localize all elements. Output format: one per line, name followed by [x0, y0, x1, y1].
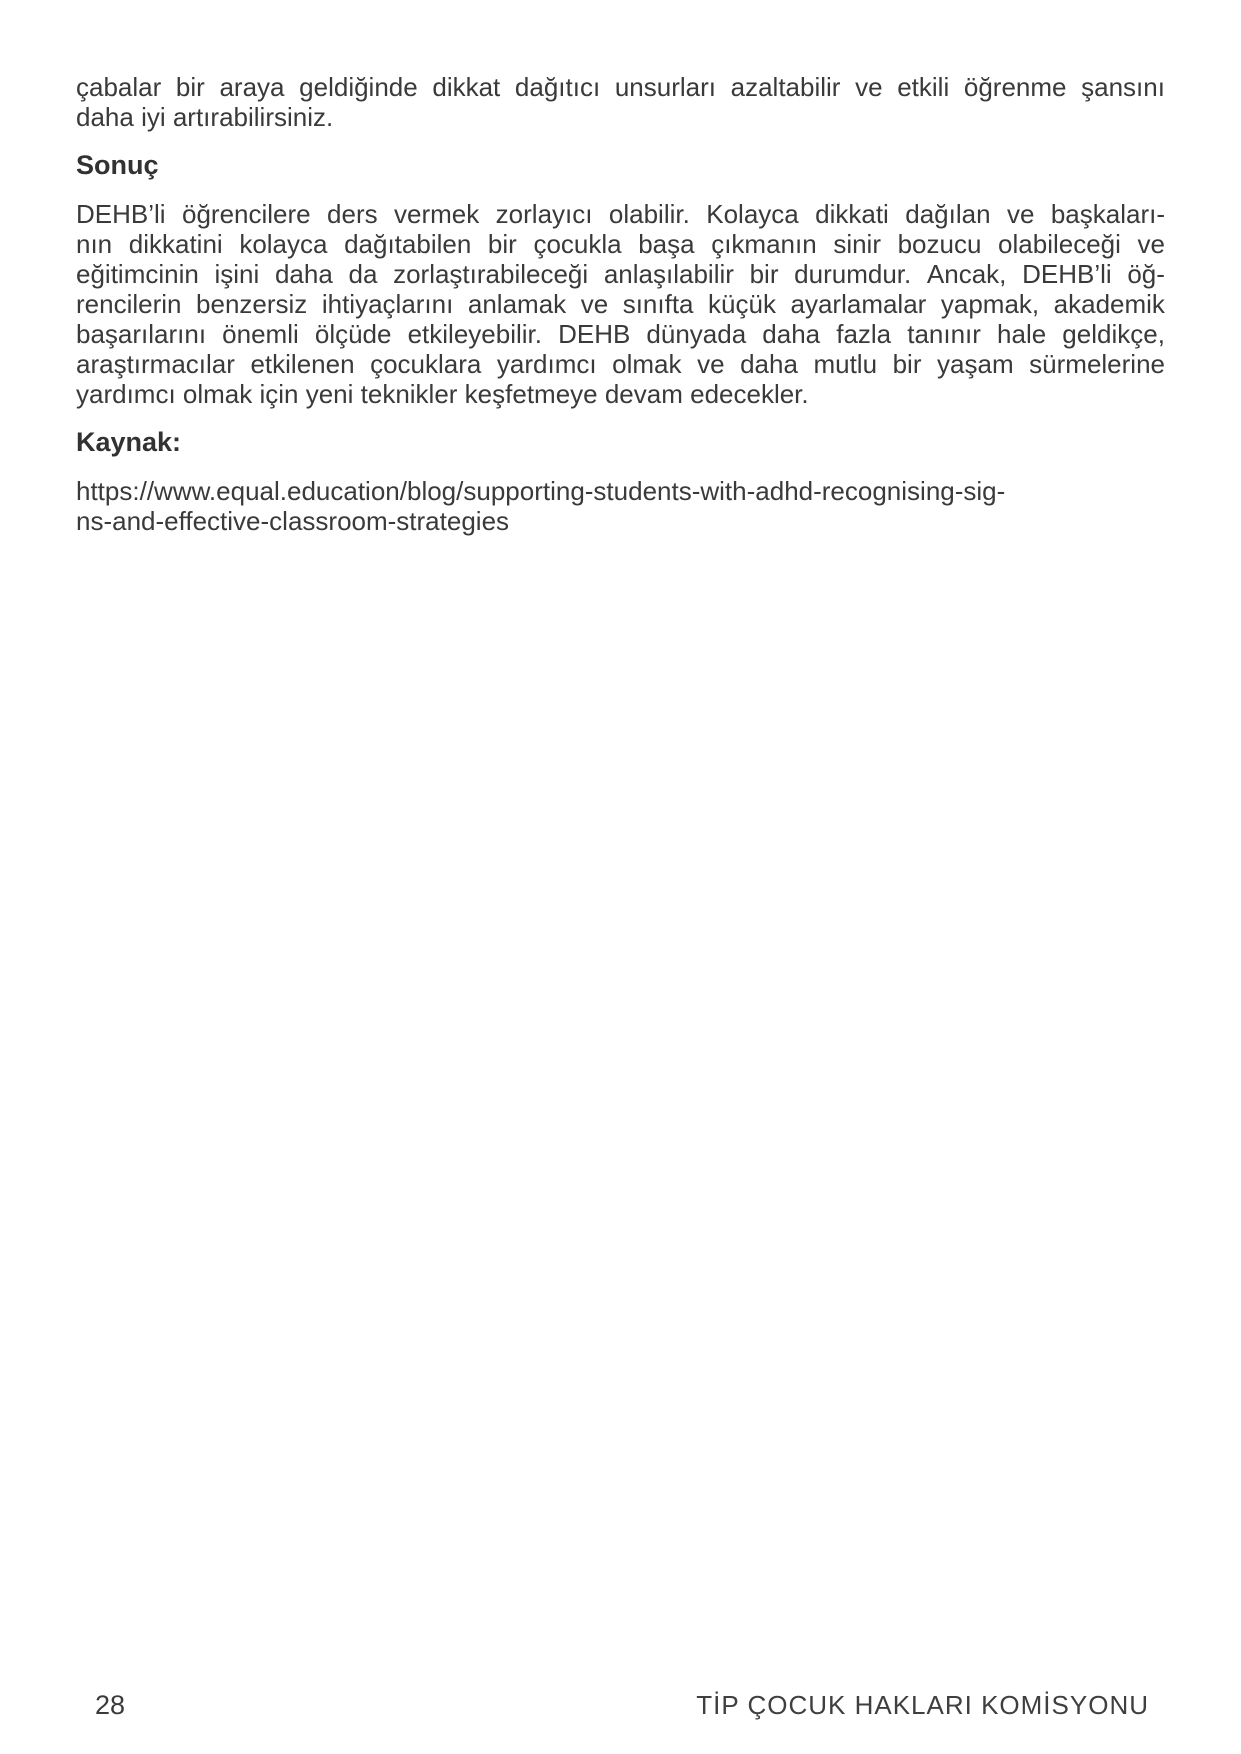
footer-title: TİP ÇOCUK HAKLARI KOMİSYONU	[696, 1690, 1149, 1720]
page-content	[76, 72, 1165, 536]
source-url	[76, 476, 1165, 536]
conclusion-heading: Sonuç	[76, 150, 159, 180]
text-line: daha iyi artırabilirsiniz.	[76, 102, 334, 132]
text-line: başarılarını önemli ölçüde etkileyebilir. DEHB dünyada daha fazla tanınır hale geldikçe,	[76, 319, 1165, 349]
text-line: rencilerin benzersiz ihtiyaçlarını anlamak ve sınıfta küçük ayarlamalar yapmak, akademik	[76, 289, 1165, 319]
page-number: 28	[95, 1690, 126, 1720]
text-line: https://www.equal.education/blog/supporting-students-with-adhd-recognising-sig-	[76, 476, 1006, 506]
conclusion-paragraph	[76, 199, 1165, 409]
text-line: araştırmacılar etkilenen çocuklara yardımcı olmak ve daha mutlu bir yaşam sürmelerine	[76, 349, 1165, 379]
text-line: çabalar bir araya geldiğinde dikkat dağıtıcı unsurları azaltabilir ve etkili öğrenme şansını	[76, 72, 1165, 102]
text-line: yardımcı olmak için yeni teknikler keşfetmeye devam edecekler.	[76, 379, 809, 409]
text-line: DEHB’li öğrencilere ders vermek zorlayıcı olabilir. Kolayca dikkati dağılan ve başkaları-	[76, 199, 1165, 229]
text-line: eğitimcinin işini daha da zorlaştırabileceği anlaşılabilir bir durumdur. Ancak, DEHB’li öğ-	[76, 259, 1165, 289]
text-line: nın dikkatini kolayca dağıtabilen bir çocukla başa çıkmanın sinir bozucu olabileceği ve	[76, 229, 1165, 259]
intro-paragraph	[76, 72, 1165, 132]
page-footer	[95, 1690, 1149, 1721]
source-heading: Kaynak:	[76, 427, 182, 457]
text-line: ns-and-effective-classroom-strategies	[76, 506, 510, 536]
